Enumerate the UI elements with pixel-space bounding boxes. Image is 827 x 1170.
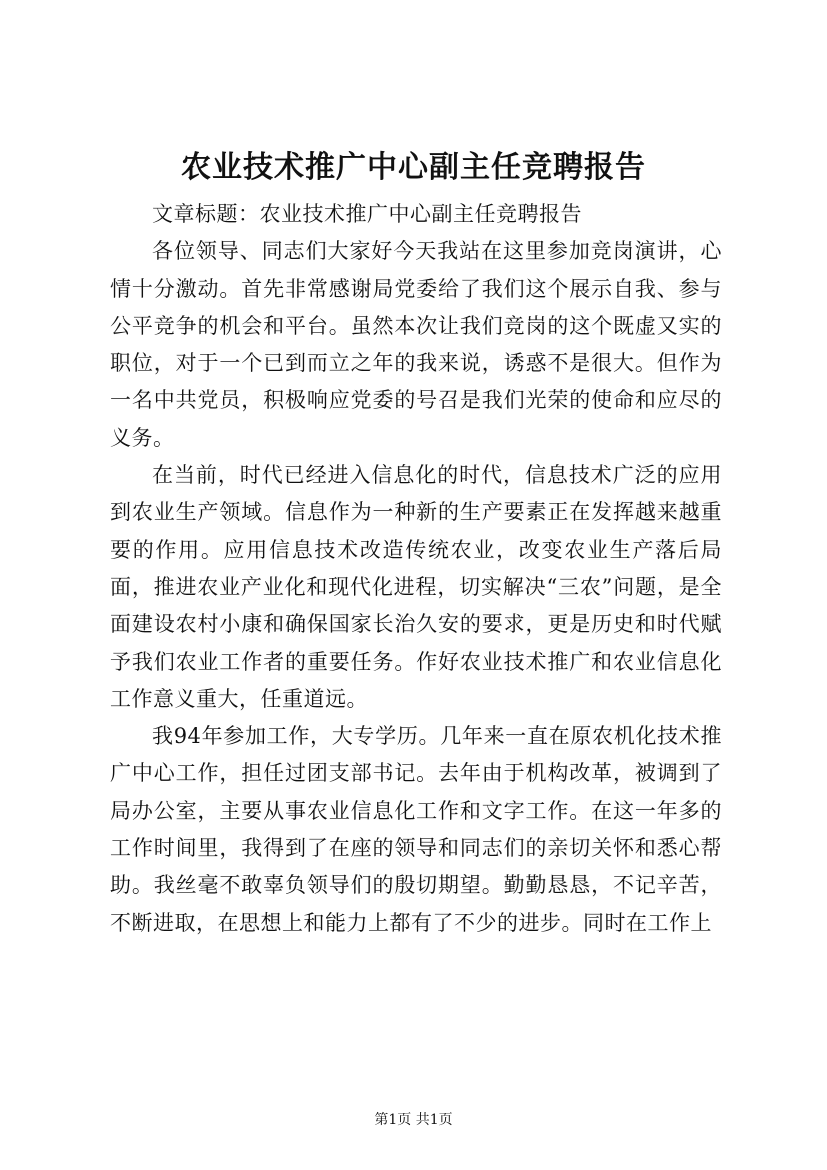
paragraph-2: 在当前，时代已经进入信息化的时代，信息技术广泛的应用到农业生产领域。信息作为一种新的生产要素正在发挥越来越重要的作用。应用信息技术改造传统农业，改变农业生产落后局面，推进农业产业化和现代化进程，切实解决“三农”问题，是全面建设农村小康和确保国家长治久安的要求，更是历史和时代赋予我们农业工作者的重要任务。作好农业技术推广和农业信息化工作意义重大，任重道远。 <box>110 463 722 711</box>
document-body <box>110 196 722 942</box>
paragraph-3: 我94年参加工作，大专学历。几年来一直在原农机化技术推广中心工作，担任过团支部书记。去年由于机构改革，被调到了局办公室，主要从事农业信息化工作和文字工作。在这一年多的工作时间里，我得到了在座的领导和同志们的亲切关怀和悉心帮助。我丝毫不敢辜负领导们的殷切期望。勤勤恳恳，不记辛苦，不断进取，在思想上和能力上都有了不少的进步。同时在工作上 <box>110 724 722 935</box>
document-title: 农业技术推广中心副主任竞聘报告 <box>181 150 646 185</box>
page-footer: 第1页 共1页 <box>374 1112 453 1128</box>
paragraph-1: 各位领导、同志们大家好今天我站在这里参加竞岗演讲，心情十分激动。首先非常感谢局党委给了我们这个展示自我、参与公平竞争的机会和平台。虽然本次让我们竞岗的这个既虚又实的职位，对于一个已到而立之年的我来说，诱惑不是很大。但作为一名中共党员，积极响应党委的号召是我们光荣的使命和应尽的义务。 <box>110 239 722 450</box>
subtitle-line: 文章标题：农业技术推广中心副主任竞聘报告 <box>152 202 582 226</box>
